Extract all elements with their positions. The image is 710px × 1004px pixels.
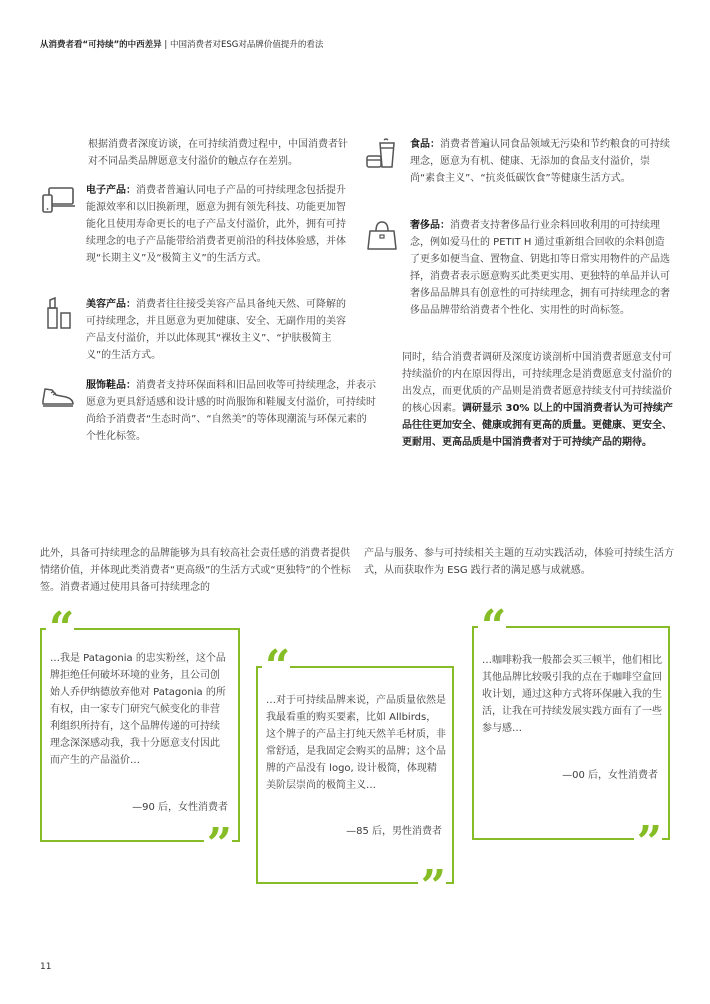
category-apparel xyxy=(40,377,376,447)
lipstick-icon xyxy=(40,296,76,332)
sneaker-icon xyxy=(40,377,76,413)
quote-attribution: —85 后，男性消费者 xyxy=(346,826,442,837)
header-title: 从消费者看“可持续”的中西差异 xyxy=(40,40,162,50)
quote-text: …我是 Patagonia 的忠实粉丝，这个品牌拒绝任何破坏环境的业务，且公司创始人乔伊纳德放弃他对 Patagonia 的所有权，由一家专门研究气候变化的非营利组织所持有，这个品牌传递的可持续理念深深感动我，我十分愿意支付因此而产生的产品溢价… xyxy=(50,653,226,766)
category-text: 消费者往往接受美容产品具备纯天然、可降解的可持续理念，并且愿意为更加健康、安全、无副作用的美容产品支付溢价，并以此体现其“裸妆主义”、“护肤极简主义”的生活方式。 xyxy=(86,299,346,361)
laptop-phone-icon xyxy=(40,182,76,218)
findings-paragraph xyxy=(402,349,680,451)
category-text: 消费者普遍认同食品领域无污染和节约粮食的可持续理念，愿意为有机、健康、无添加的食品支付溢价，崇尚“素食主义”、“抗炎低碳饮食”等健康生活方式。 xyxy=(410,139,670,184)
bottom-paragraph-right: 产品与服务、参与可持续相关主题的互动实践活动，体验可持续生活方式，从而获取作为 ESG 践行者的满足感与成就感。 xyxy=(364,548,674,576)
page-number: 11 xyxy=(40,962,52,972)
food-cup-icon xyxy=(364,136,400,172)
quote-card-1 xyxy=(40,603,240,870)
category-electronics xyxy=(40,182,350,282)
category-title: 电子产品： xyxy=(86,185,136,196)
quote-text: …对于可持续品牌来说，产品质量依然是我最看重的购买要素，比如 Allbirds，这个牌子的产品主打纯天然羊毛材质，非常舒适，是我固定会购买的品牌；这个品牌的产品没有 logo, 设计极简，体现精美阶层崇尚的极简主义… xyxy=(266,695,446,791)
quote-card-3 xyxy=(472,601,670,868)
category-title: 食品： xyxy=(410,139,440,150)
category-title: 奢侈品： xyxy=(410,220,450,231)
quote-close-mark: ” xyxy=(204,830,232,860)
quote-close-mark: ” xyxy=(634,828,662,858)
quote-close-mark: ” xyxy=(418,872,446,902)
findings-bold: 调研显示 30% 以上的中国消费者认为可持续产品往往更加安全、健康或拥有更高的质量。更健康、更安全、更耐用、更高品质是中国消费者对于可持续产品的期待。 xyxy=(402,403,673,448)
category-text: 消费者普遍认同电子产品的可持续理念包括提升能源效率和以旧换新理，愿意为拥有领先科技、功能更加智能化且使用寿命更长的电子产品支付溢价，此外，拥有可持续理念的电子产品能带给消费者更前沿的科技体验感，并体现“长期主义”及“极简主义”的生活方式。 xyxy=(86,185,346,264)
quote-open-mark: “ xyxy=(46,614,74,644)
bottom-paragraph-left: 此外，具备可持续理念的品牌能够为具有较高社会责任感的消费者提供情绪价值，并体现此类消费者“更高级”的生活方式或“更独特”的个性标签。消费者通过使用具备可持续理念的 xyxy=(40,548,351,593)
quote-text: …咖啡粉我一般都会买三顿半，他们相比其他品牌比较吸引我的点在于咖啡空盒回收计划，通过这种方式将环保融入我的生活，让我在可持续发展实践方面有了一些参与感… xyxy=(482,655,662,734)
quote-open-mark: “ xyxy=(478,612,506,642)
running-header xyxy=(40,38,323,50)
intro-paragraph: 根据消费者深度访谈，在可持续消费过程中，中国消费者针对不同品类品牌愿意支付溢价的触点存在差别。 xyxy=(88,139,348,167)
header-separator: | xyxy=(164,40,168,50)
quote-open-mark: “ xyxy=(262,652,290,682)
category-food xyxy=(364,136,674,206)
quote-card-2 xyxy=(256,641,454,912)
quote-attribution: —00 后，女性消费者 xyxy=(562,770,658,781)
category-luxury xyxy=(364,217,674,337)
category-beauty xyxy=(40,296,350,366)
quote-attribution: —90 后，女性消费者 xyxy=(132,802,228,813)
category-text: 消费者支持奢侈品行业余料回收利用的可持续理念，例如爱马仕的 PETIT H 通过重新组合回收的余料创造了更多如便当盒、置物盒、钥匙扣等日常实用物件的产品选择，消费者表示愿意购买此类更实用、更独特的单品并认可奢侈品品牌具有创意性的可持续理念，拥有可持续理念的奢侈品品牌带给消费者个性化、实用性的时尚标签。 xyxy=(410,220,670,316)
header-subtitle: 中国消费者对ESG对品牌价值提升的看法 xyxy=(169,40,324,50)
category-title: 美容产品： xyxy=(86,299,136,310)
findings-text: 同时，结合消费者调研及深度访谈剖析中国消费者愿意支付可持续溢价的内在原因得出，可持续理念是消费愿意支付溢价的出发点，而更优质的产品则是消费者愿意持续支付可持续溢价的核心因素。 xyxy=(402,352,672,414)
handbag-icon xyxy=(364,217,400,253)
category-text: 消费者支持环保面料和旧品回收等可持续理念，并表示愿意为更具舒适感和设计感的时尚服饰和鞋履支付溢价，可持续时尚给予消费者“生态时尚”、“自然美”的等体现潮流与环保元素的个性化标签。 xyxy=(86,380,376,442)
category-title: 服饰鞋品： xyxy=(86,380,136,391)
